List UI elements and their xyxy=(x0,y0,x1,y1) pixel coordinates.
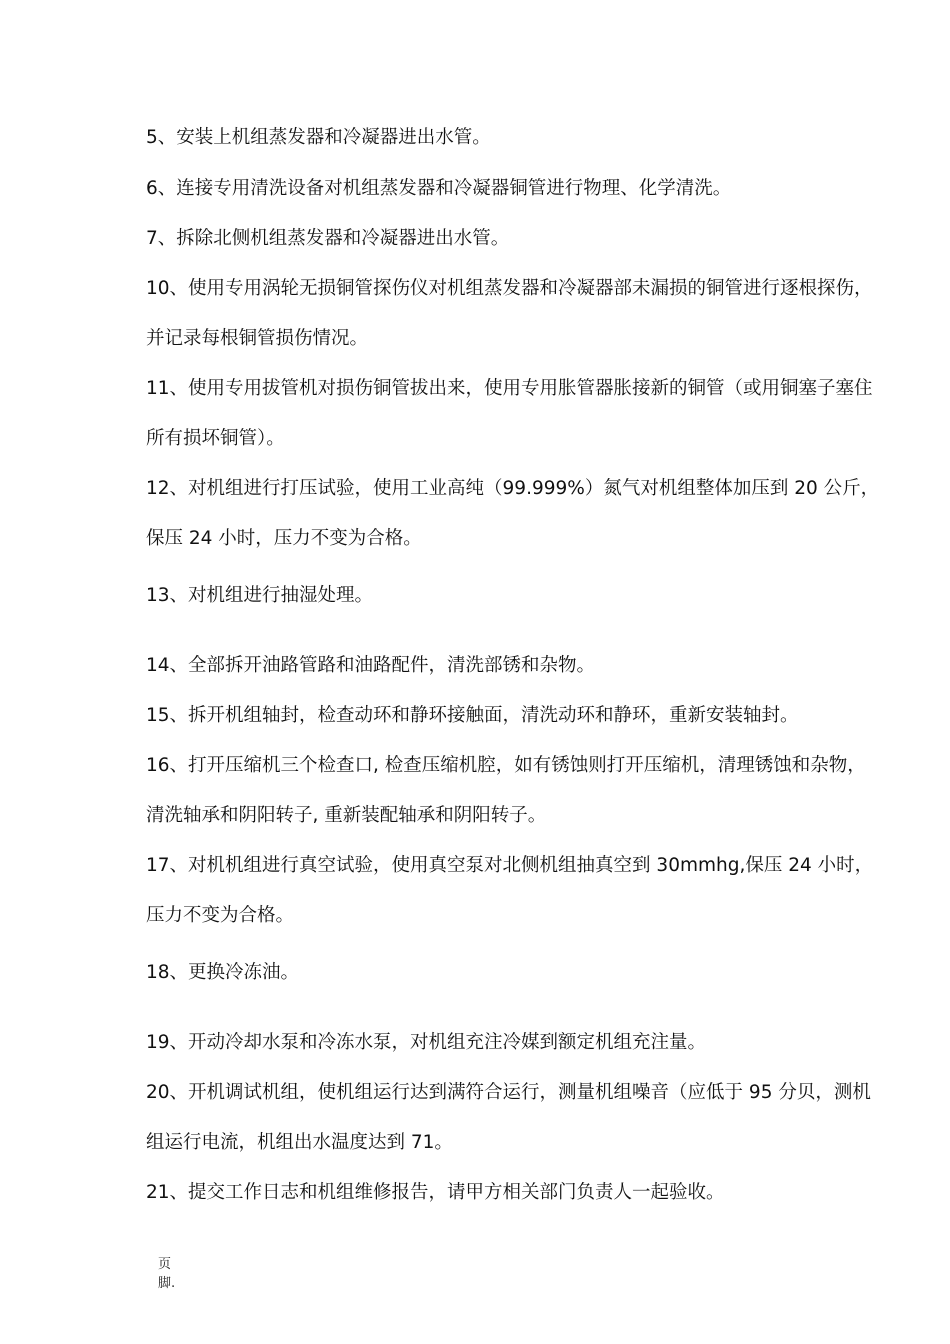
text-line: 所有损坏铜管）。 xyxy=(146,428,285,449)
text-line: 13、对机组进行抽湿处理。 xyxy=(146,585,374,606)
text-line: 16、打开压缩机三个检查口, 检查压缩机腔，如有锈蚀则打开压缩机，清理锈蚀和杂物， xyxy=(146,755,866,776)
text-line: 21、提交工作日志和机组维修报告，请甲方相关部门负责人一起验收。 xyxy=(146,1182,725,1203)
text-line: 压力不变为合格。 xyxy=(146,905,295,926)
text-line: 18、更换冷冻油。 xyxy=(146,962,300,983)
text-line: 10、使用专用涡轮无损铜管探伤仪对机组蒸发器和冷凝器部未漏损的铜管进行逐根探伤， xyxy=(146,278,873,299)
text-line: 清洗轴承和阴阳转子, 重新装配轴承和阴阳转子。 xyxy=(146,805,547,826)
page-footer-line2: 脚. xyxy=(158,1276,176,1291)
text-line: 7、拆除北侧机组蒸发器和冷凝器进出水管。 xyxy=(146,228,510,249)
text-line: 17、对机机组进行真空试验，使用真空泵对北侧机组抽真空到 30mmhg,保压 24 小时， xyxy=(146,855,874,876)
text-line: 14、全部拆开油路管路和油路配件，清洗部锈和杂物。 xyxy=(146,655,596,676)
text-line: 组运行电流，机组出水温度达到 71。 xyxy=(146,1132,453,1153)
text-line: 6、连接专用清洗设备对机组蒸发器和冷凝器铜管进行物理、化学清洗。 xyxy=(146,178,732,199)
text-line: 19、开动冷却水泵和冷冻水泵，对机组充注冷媒到额定机组充注量。 xyxy=(146,1032,707,1053)
text-line: 保压 24 小时，压力不变为合格。 xyxy=(146,528,422,549)
text-line: 20、开机调试机组，使机组运行达到满符合运行，测量机组噪音（应低于 95 分贝，测机 xyxy=(146,1082,871,1103)
text-line: 5、安装上机组蒸发器和冷凝器进出水管。 xyxy=(146,127,491,148)
text-line: 12、对机组进行打压试验，使用工业高纯（99.999%）氮气对机组整体加压到 20 公斤， xyxy=(146,478,880,499)
page-footer-line1: 页 xyxy=(158,1257,172,1272)
text-line: 11、使用专用拔管机对损伤铜管拔出来，使用专用胀管器胀接新的铜管（或用铜塞子塞住 xyxy=(146,378,873,399)
text-line: 并记录每根铜管损伤情况。 xyxy=(146,328,369,349)
text-line: 15、拆开机组轴封，检查动环和静环接触面，清洗动环和静环，重新安装轴封。 xyxy=(146,705,799,726)
